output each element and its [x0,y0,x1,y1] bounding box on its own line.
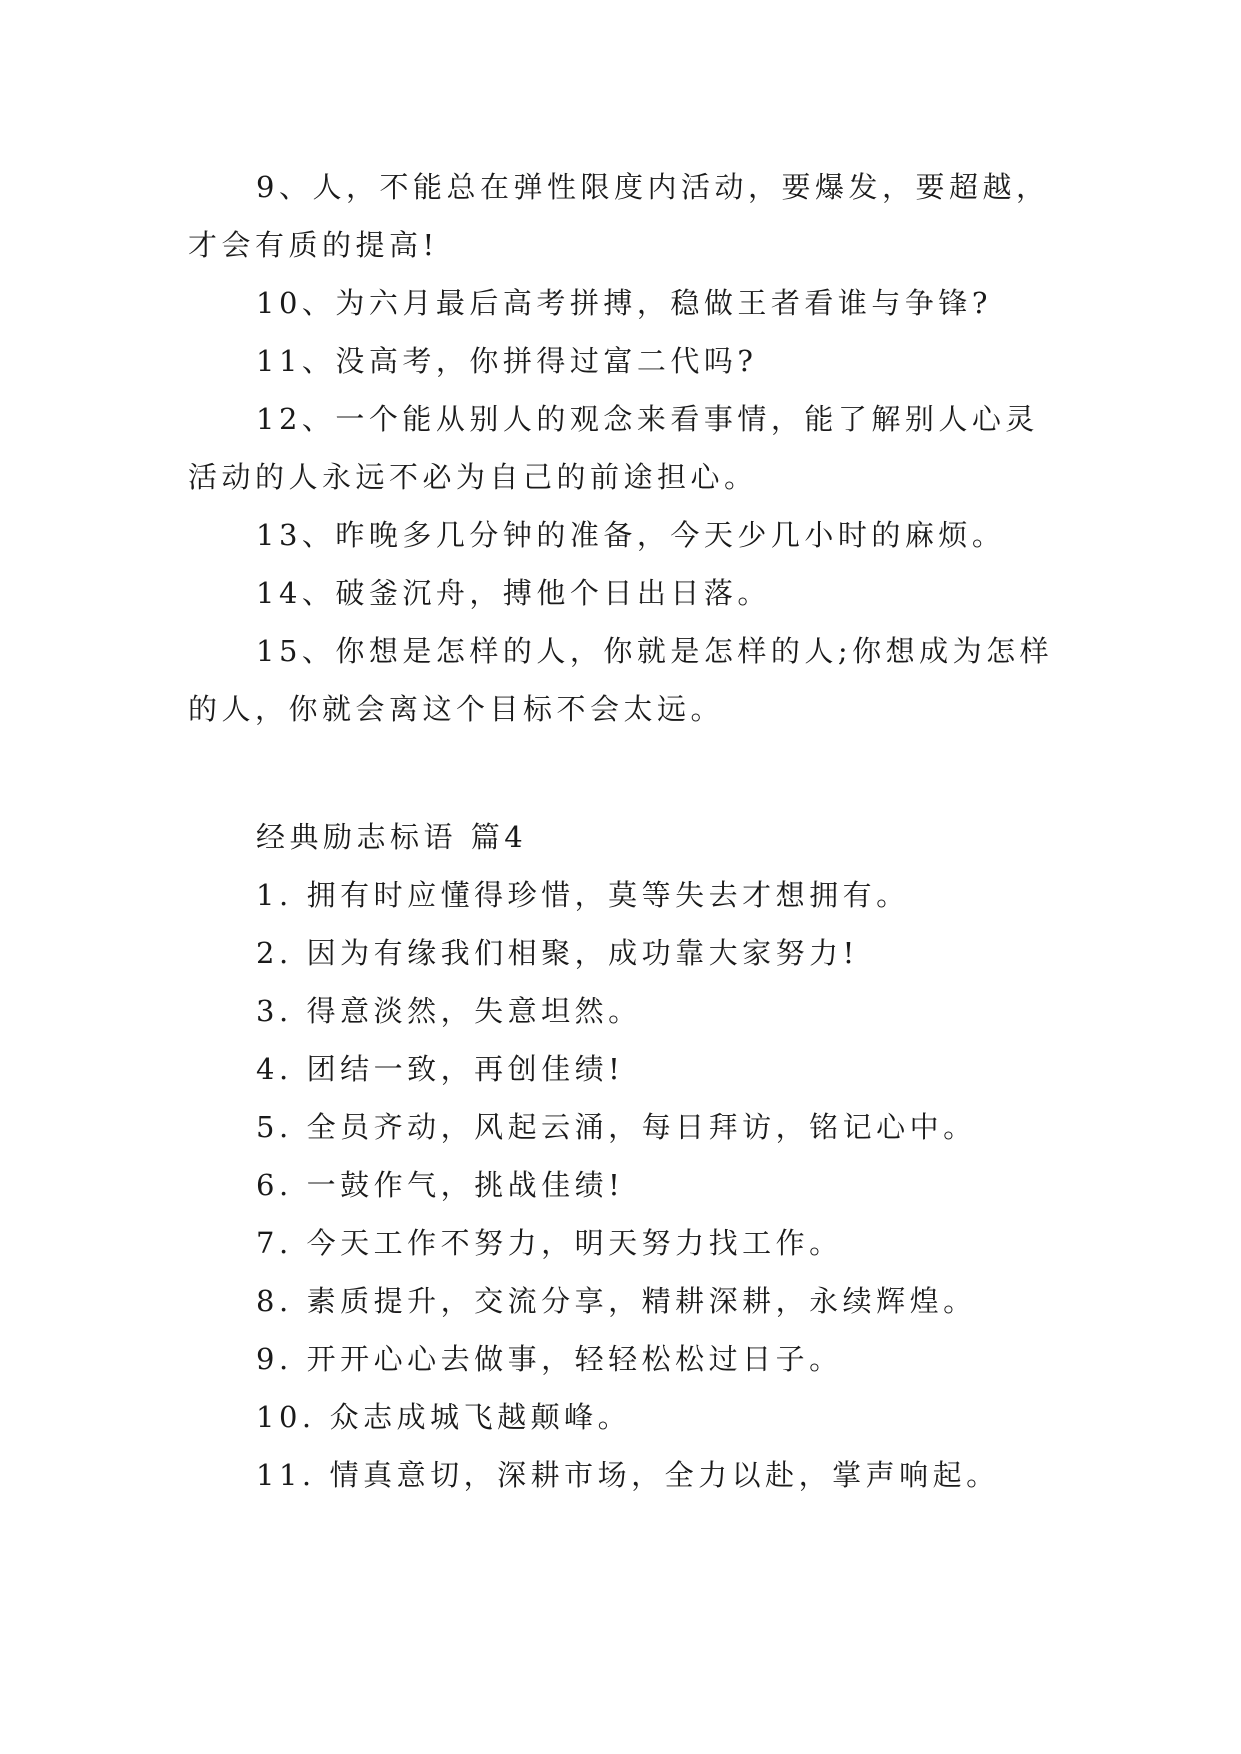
list-item [188,866,1056,924]
slogan-paragraph: 10、为六月最后高考拼搏，稳做王者看谁与争锋? [256,286,992,320]
slogan-list [188,866,1056,1504]
list-item-number: 3. [256,994,293,1028]
list-item [188,924,1056,982]
section-title: 经典励志标语 篇4 [256,820,528,854]
list-item-text: 团结一致，再创佳绩! [306,1052,625,1086]
list-item-number: 4. [256,1052,293,1086]
slogan-paragraph: 12、一个能从别人的观念来看事情，能了解别人心灵活动的人永远不必为自己的前途担心。 [188,402,1039,494]
list-item [188,1446,1056,1504]
list-item-text: 今天工作不努力，明天努力找工作。 [306,1226,843,1260]
list-item [188,1388,1056,1446]
slogan-paragraph: 15、你想是怎样的人，你就是怎样的人;你想成为怎样的人，你就会离这个目标不会太远。 [188,634,1054,726]
slogan-paragraph: 11、没高考，你拼得过富二代吗? [256,344,758,378]
list-item-number: 9. [256,1342,293,1376]
list-item [188,1330,1056,1388]
slogan-paragraph: 14、破釜沉舟，搏他个日出日落。 [256,576,771,610]
list-item-text: 得意淡然，失意坦然。 [306,994,642,1028]
list-item-number: 6. [256,1168,293,1202]
list-item-text: 众志成城飞越颠峰。 [329,1400,632,1434]
list-item-number: 1. [256,878,293,912]
list-item-number: 7. [256,1226,293,1260]
list-item-text: 素质提升，交流分享，精耕深耕，永续辉煌。 [306,1284,977,1318]
list-item-text: 开开心心去做事，轻轻松松过日子。 [306,1342,843,1376]
list-item-number: 5. [256,1110,293,1144]
list-item [188,1098,1056,1156]
list-item [188,1156,1056,1214]
list-item-text: 拥有时应懂得珍惜，莫等失去才想拥有。 [306,878,910,912]
list-item [188,1272,1056,1330]
slogan-paragraphs [188,158,1056,738]
list-item-number: 8. [256,1284,293,1318]
list-item [188,1040,1056,1098]
slogan-paragraph: 13、昨晚多几分钟的准备，今天少几小时的麻烦。 [256,518,1006,552]
slogan-paragraph: 9、人，不能总在弹性限度内活动，要爆发，要超越，才会有质的提高! [188,170,1050,262]
list-item-number: 11. [256,1458,316,1492]
list-item-text: 全员齐动，风起云涌，每日拜访，铭记心中。 [306,1110,977,1144]
list-item-number: 2. [256,936,293,970]
list-item-text: 情真意切，深耕市场，全力以赴，掌声响起。 [329,1458,1000,1492]
list-item [188,982,1056,1040]
list-item-text: 因为有缘我们相聚，成功靠大家努力! [306,936,859,970]
list-item-text: 一鼓作气，挑战佳绩! [306,1168,625,1202]
list-item [188,1214,1056,1272]
list-item-number: 10. [256,1400,316,1434]
